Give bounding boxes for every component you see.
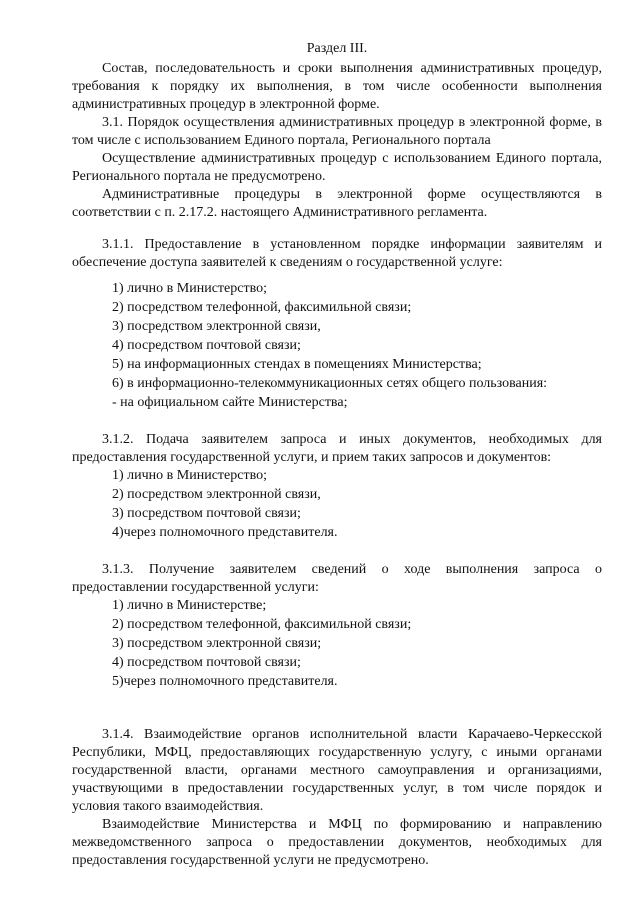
paragraph-3-1-4: 3.1.4. Взаимодействие органов исполнительной власти Карачаево-Черкесской Республики, МФЦ, предоставляющих государственную услугу, с иными органами государственной власти, органами местного самоуправления и организациями, участвующими в предоставлении государственных услуг, в том числе порядок и условия такого взаимодействия. (72, 727, 602, 814)
list-item: 4) посредством почтовой связи; (112, 655, 301, 670)
list-3-1-1 (72, 280, 602, 412)
list-item: 1) лично в Министерстве; (112, 598, 267, 613)
section-heading: Состав, последовательность и сроки выполнения административных процедур, требования к порядку их выполнения, в том числе особенности выполнения административных процедур в электронной форме. (72, 61, 602, 112)
list-item: 5) на информационных стендах в помещениях Министерства; (112, 357, 482, 372)
list-item: 2) посредством телефонной, факсимильной связи; (112, 300, 412, 315)
list-item: 3) посредством почтовой связи; (112, 506, 301, 521)
list-item: 2) посредством телефонной, факсимильной связи; (112, 617, 412, 632)
paragraph-3-1-2: 3.1.2. Подача заявителем запроса и иных документов, необходимых для предоставления государственной услуги, и прием таких запросов и документов: (72, 432, 602, 465)
paragraph-3-1-electronic: Административные процедуры в электронной форме осуществляются в соответствии с п. 2.17.2. настоящего Административного регламента. (72, 187, 602, 220)
list-item: 1) лично в Министерство; (112, 468, 267, 483)
list-item: 4) посредством почтовой связи; (112, 338, 301, 353)
list-item: 2) посредством электронной связи, (112, 487, 321, 502)
list-item: 4)через полномочного представителя. (112, 525, 338, 540)
list-item: 3) посредством электронной связи, (112, 319, 321, 334)
list-item: 3) посредством электронной связи; (112, 636, 322, 651)
paragraph-3-1: 3.1. Порядок осуществления административных процедур в электронной форме, в том числе с использованием Единого портала, Регионального портала (72, 115, 602, 148)
list-3-1-3 (72, 597, 602, 691)
list-3-1-2 (72, 467, 602, 542)
paragraph-3-1-3: 3.1.3. Получение заявителем сведений о ходе выполнения запроса о предоставлении государственной услуги: (72, 562, 602, 595)
document-page (72, 40, 602, 870)
list-item: 5)через полномочного представителя. (112, 674, 338, 689)
section-title: Раздел III. (306, 41, 368, 56)
list-item: 1) лично в Министерство; (112, 281, 267, 296)
list-item: 6) в информационно-телекоммуникационных сетях общего пользования: (112, 376, 548, 391)
paragraph-3-1-1: 3.1.1. Предоставление в установленном порядке информации заявителям и обеспечение доступа заявителей к сведениям о государственной услуге: (72, 237, 602, 270)
paragraph-3-1-4-interaction: Взаимодействие Министерства и МФЦ по формированию и направлению межведомственного запроса о предоставлении документов, необходимых для предоставления государственной услуги не предусмотрено. (72, 817, 602, 868)
list-item: - на официальном сайте Министерства; (112, 395, 348, 410)
paragraph-3-1-portal: Осуществление административных процедур с использованием Единого портала, Регионального портала не предусмотрено. (72, 151, 602, 184)
